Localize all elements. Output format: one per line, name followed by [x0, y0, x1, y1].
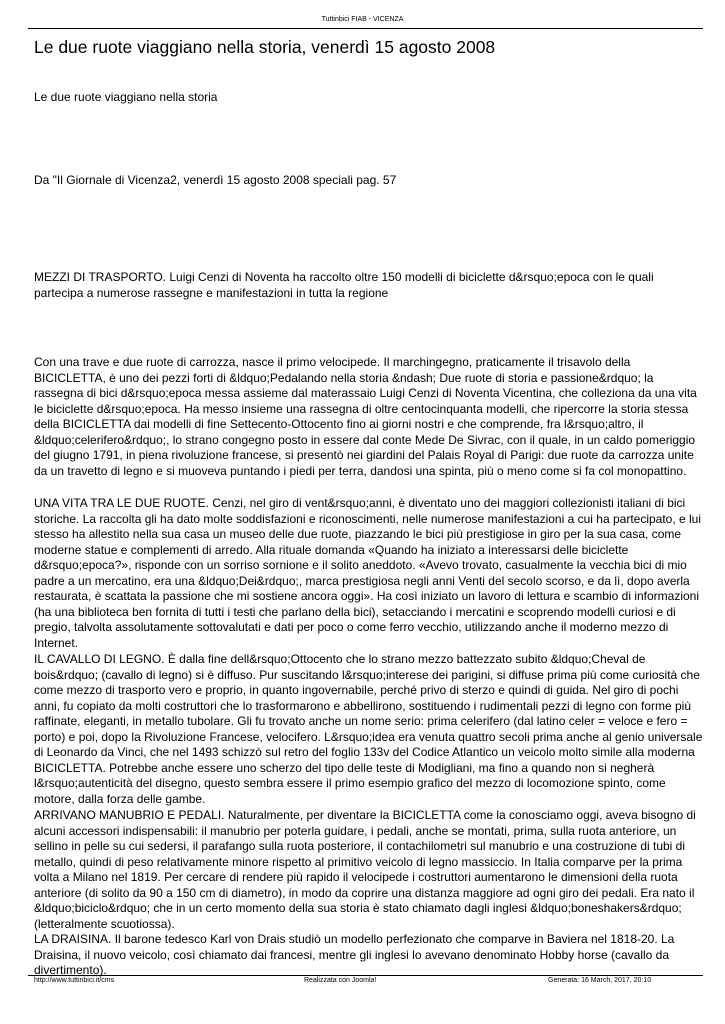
article-paragraph: UNA VITA TRA LE DUE RUOTE. Cenzi, nel giro di vent&rsquo;anni, è diventato uno dei maggiori collezionisti italiani di bici storiche. La raccolta gli ha dato molte soddisfazioni e riconoscimenti, nelle numerose manifestazioni a cui ha partecipato, e lui stesso ha allestito nella sua casa un museo delle due ruote, piazzando le bici più prestigiose in giro per la sua casa, come moderne statue e complementi di arredo. Alla rituale domanda «Quando ha iniziato a interessarsi delle biciclette d&rsquo;epoca?», risponde con un sorriso sornione e il solito aneddoto. «Avevo trovato, casualmente la vecchia bici di mio padre a un mercatino, era una &ldquo;Dei&rdquo;, marca prestigiosa negli anni Venti del secolo scorso, e da lì, dopo averla restaurata, è scattata la passione che mi sostiene ancora oggi». Ha così iniziato un lavoro di lettura e scambio di informazioni (ha una biblioteca ben fornita di tutti i testi che parlano della bici), setacciando i mercatini e scoprendo modelli curiosi e di pregio, talvolta assolutamente sottovalutati e dati per poco o come ferro vecchio, utilizzando anche il moderno mezzo di Internet. — [34, 496, 702, 650]
footer-url: http://www.tuttinbici.it/cms — [34, 977, 115, 984]
page-title: Le due ruote viaggiano nella storia, venerdì 15 agosto 2008 — [34, 37, 496, 57]
article-source: Da "Il Giornale di Vicenza2, venerdì 15 agosto 2008 speciali pag. 57 — [34, 173, 397, 187]
article-paragraph: ARRIVANO MANUBRIO E PEDALI. Naturalmente, per diventare la BICICLETTA come la conosciamo oggi, aveva bisogno di alcuni accessori indispensabili: il manubrio per poterla guidare, i pedali, anche se montati, prima, sulla ruota anteriore, un sellino in pelle su cui sedersi, il parafango sulla ruota posteriore, il contachilometri sul manubrio e una costruzione di tubi di metallo, quindi di peso relativamente minore rispetto al primitivo veicolo di legno massiccio. In Italia comparve per la prima volta a Milano nel 1819. Per cercare di rendere più rapido il velocipede i costruttori aumentarono le dimensioni della ruota anteriore (di solito da 90 a 150 cm di diametro), in modo da coprire una distanza maggiore ad ogni giro dei pedali. Era nato il &ldquo;biciclo&rdquo; che in un certo momento della sua storia è stato chiamato dagli inglesi &ldquo;boneshakers&rdquo; (letteralmente scuotiossa). — [34, 808, 696, 931]
article-paragraph: LA DRAISINA. Il barone tedesco Karl von Drais studiò un modello perfezionato che comparve in Baviera nel 1818-20. La Draisina, il nuovo veicolo, così chiamato dai francesi, mentre gli inglesi lo avevano denominato Hobby horse (cavallo da divertimento). — [34, 932, 675, 977]
site-header: Tuttinbici FIAB - VICENZA — [321, 16, 404, 23]
article-paragraph: Con una trave e due ruote di carrozza, nasce il primo velocipede. Il marchingegno, praticamente il trisavolo della BICICLETTA, è uno dei pezzi forti di &ldquo;Pedalando nella storia &ndash; Due ruote di storia e passione&rdquo; la rassegna di bici d&rsquo;epoca messa assieme dal materassaio Luigi Cenzi di Noventa Vicentina, che colleziona da una vita le biciclette d&rsquo;epoca. Ha messo insieme una rassegna di oltre centocinquanta modelli, che ripercorre la storia stessa della BICICLETTA dai modelli di fine Settecento-Ottocento fino ai giorni nostri e che comprende, fra l&rsquo;altro, il &ldquo;celerifero&rdquo;, lo strano congegno posto in essere dal conte Mede De Sivrac, con il quale, in un caldo pomeriggio del giugno 1791, in piena rivoluzione francese, si presentò nei giardini del Palais Royal di Parigi: due ruote da carrozza unite da un travetto di legno e si muoveva puntando i piedi per terra, dandosi una spinta, più o meno come si fa col monopattino. — [34, 355, 697, 478]
header-divider — [28, 28, 703, 29]
footer-divider — [28, 975, 703, 976]
article-paragraph: IL CAVALLO DI LEGNO. È dalla fine dell&rsquo;Ottocento che lo strano mezzo battezzato subito &ldquo;Cheval de bois&rdquo; (cavallo di legno) si è diffuso. Pur suscitando l&rsquo;interese dei parigini, si diffuse prima più come curiosità che come mezzo di trasporto vero e proprio, in quanto ingovernabile, perché privo di sterzo e quindi di guida. Nel giro di pochi anni, fu copiato da molti costruttori che lo trasformarono e abbellirono, sostituendo i rudimentali pezzi di legno con forme più raffinate, eleganti, in metallo tubolare. Gli fu trovato anche un nome serio: prima celerifero (dal latino celer = veloce e fero = porto) e poi, dopo la Rivoluzione Francese, velocifero. L&rsquo;idea era venuta quattro secoli prima anche al genio universale di Leonardo da Vinci, che nel 1493 schizzò sul retro del foglio 133v del Codice Atlantico un veicolo molto simile alla moderna BICICLETTA. Potrebbe anche essere uno scherzo del tipo delle teste di Modigliani, ma fino a quando non si negherà l&rsquo;autenticità del disegno, questo sembra essere il primo esempio grafico del mezzo di locomozione spinto, come motore, dalla forza delle gambe. — [34, 652, 703, 806]
footer-generated: Generata: 16 March, 2017, 20:10 — [548, 977, 652, 984]
article-lead: MEZZI DI TRASPORTO. Luigi Cenzi di Noventa ha raccolto oltre 150 modelli di biciclette d&rsquo;epoca con le quali partecipa a numerose rassegne e manifestazioni in tutta la regione — [34, 270, 654, 300]
footer-powered-by: Realizzata con Joomla! — [304, 977, 377, 984]
article-subtitle: Le due ruote viaggiano nella storia — [34, 90, 218, 104]
